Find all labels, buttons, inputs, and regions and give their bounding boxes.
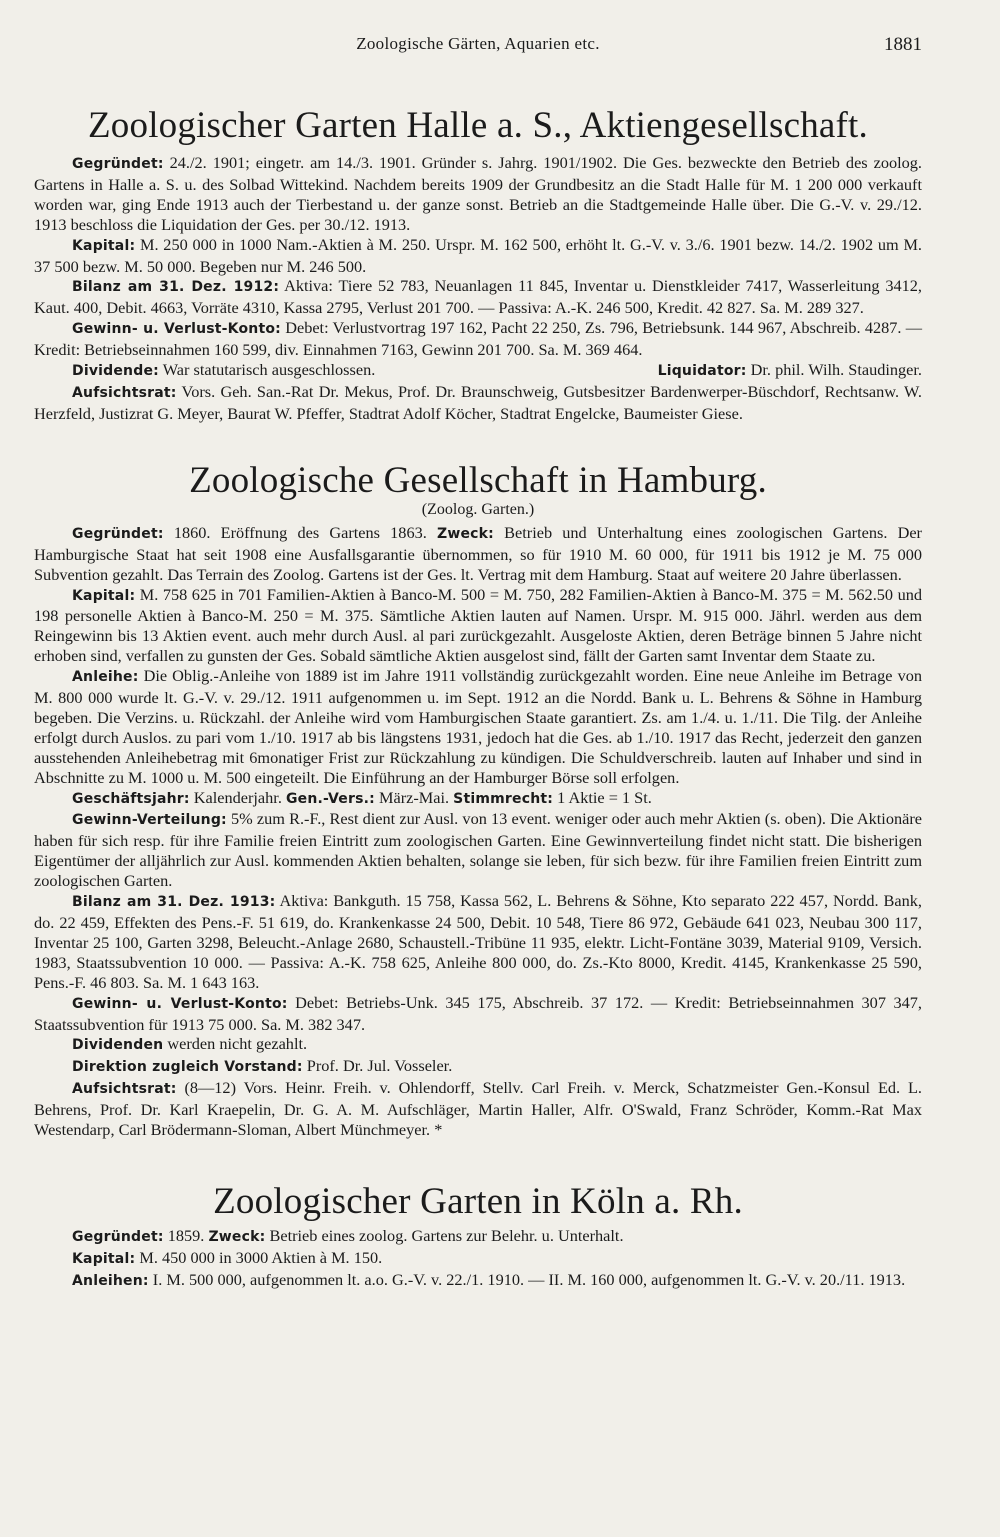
entry-anleihen: Anleihen: I. M. 500 000, aufgenommen lt. a.o. G.-V. v. 22./1. 1910. — II. M. 160 000, aufgenommen lt. G.-V. v. 20./11. 1913. xyxy=(72,1269,906,1289)
entry-gegruendet: Gegründet: 1859. Zweck: Betrieb eines zoolog. Gartens zur Belehr. u. Unterhalt. xyxy=(72,1225,624,1245)
entry-bilanz: Bilanz am 31. Dez. 1913: Aktiva: Bankguth. 15 758, Kassa 562, L. Behrens & Söhne, Kto separato 222 457, Nordd. Bank, do. 22 459, Effekten des Pens.-F. 51 619, do. Krankenkasse 24 500, Debit. 10 548, Tiere 86 972, Gebäude 641 023, Neubau 300 117, Inventar 25 100, Garten 3298, Beleucht.-Anlage 2680, Schaustell.-Tribüne 11 935, elektr. Licht-Fontäne 3039, Material 9109, Versich. 1983, Staatssubvention 10 000. — Passiva: A.-K. 758 625, Anleihe 800 000, do. Zs.-Kto 8000, Kredit. 4145, Krankenkasse 25 590, Pens.-F. 46 803. Sa. M. 1 643 163. xyxy=(34,891,922,992)
entry-gegruendet: Gegründet: 24./2. 1901; eingetr. am 14./3. 1901. Gründer s. Jahrg. 1901/1902. Die Ges. bezweckte den Betrieb des zoolog. Gartens in Halle a. S. u. des Solbad Wittekind. Nachdem bereits 1909 der Grundbesitz an die Stadt Halle für M. 1 200 000 verkauft worden war, ging Ende 1913 auch der Tierbestand u. der ganze sonst. Betrieb an die Stadtgemeinde Halle über. Die G.-V. v. 29./12. 1913 beschloss die Liquidation der Ges. per 30./12. 1913. xyxy=(34,153,922,234)
entry-direktion: Direktion zugleich Vorstand: Prof. Dr. Jul. Vosseler. xyxy=(72,1056,453,1076)
company-section-hamburg xyxy=(34,459,922,1140)
company-section-halle xyxy=(34,107,922,424)
company-title: Zoologischer Garten in Köln a. Rh. xyxy=(213,1180,743,1222)
entry-gegruendet: Gegründet: 1860. Eröffnung des Gartens 1863. Zweck: Betrieb und Unterhaltung eines zoologischen Gartens. Der Hamburgische Staat hat seit 1908 eine Ausfallsgarantie übernommen, so für 1910 M. 60 000, für 1911 bis 1912 je M. 75 000 Subvention gezahlt. Das Terrain des Zoolog. Gartens ist der Ges. lt. Vertrag mit dem Hamburg. Staat auf weitere 20 Jahre überlassen. xyxy=(34,522,922,584)
entry-aufsichtsrat: Aufsichtsrat: (8—12) Vors. Heinr. Freih. v. Ohlendorff, Stellv. Carl Freih. v. Merck, Schatzmeister Gen.-Konsul Ed. L. Behrens, Prof. Dr. Karl Kraepelin, Dr. G. A. M. Aufschläger, Martin Haller, Alfr. O'Swald, Franz Schröder, Komm.-Rat Max Westendarp, Carl Brödermann-Sloman, Albert Münchmeyer. * xyxy=(34,1078,922,1140)
page-number: 1881 xyxy=(884,34,922,55)
entry-dividende-liquidator: Dividende: War statutarisch ausgeschlossen. Liquidator: Dr. phil. Wilh. Staudinger. xyxy=(72,360,922,380)
entry-kapital: Kapital: M. 450 000 in 3000 Aktien à M. 150. xyxy=(72,1247,383,1267)
company-title: Zoologische Gesellschaft in Hamburg. xyxy=(189,459,767,501)
entry-anleihe: Anleihe: Die Oblig.-Anleihe von 1889 ist im Jahre 1911 vollständig zurückgezahlt worden. Eine neue Anleihe im Betrage von M. 800 000 wurde lt. G.-V. v. 29./12. 1911 aufgenommen u. im Sept. 1912 an die Nordd. Bank u. L. Behrens & Söhne in Hamburg begeben. Die Verzins. u. Rückzahl. der Anleihe wird vom Hamburgischen Staate garantiert. Zs. am 1./4. u. 1./11. Die Tilg. der Anleihe erfolgt durch Auslos. zu pari vom 1./10. 1917 ab bis längstens 1931, jedoch hat die Ges. ab 1./10. 1917 das Recht, jederzeit den ganzen ausstehenden Anleihebetrag mit 6monatiger Frist zur Rückzahlung zu kündigen. Die Schuldverschreib. lauten auf Inhaber und sind in Abschnitte zu M. 1000 u. M. 500 eingeteilt. Die Einführung an der Hamburger Börse soll erfolgen. xyxy=(34,666,922,787)
entry-gewinn-verlust: Gewinn- u. Verlust-Konto: Debet: Verlustvortrag 197 162, Pacht 22 250, Zs. 796, Betriebsunk. 144 967, Abschreib. 4287. — Kredit: Betriebseinnahmen 160 599, div. Einnahmen 7163, Gewinn 201 700. Sa. M. 369 464. xyxy=(34,318,922,360)
company-subtitle: (Zoolog. Garten.) xyxy=(421,500,535,518)
entry-dividenden: Dividenden werden nicht gezahlt. xyxy=(72,1034,308,1054)
running-title: Zoologische Gärten, Aquarien etc. xyxy=(356,34,600,53)
entry-geschaeftsjahr: Geschäftsjahr: Kalenderjahr. Gen.-Vers.: März-Mai. Stimmrecht: 1 Aktie = 1 St. xyxy=(72,787,652,807)
company-section-koeln xyxy=(34,1180,922,1292)
running-header xyxy=(34,34,922,60)
entry-kapital: Kapital: M. 250 000 in 1000 Nam.-Aktien à M. 250. Urspr. M. 162 500, erhöht lt. G.-V. v. 3./6. 1901 bezw. 14./2. 1902 um M. 37 500 bezw. M. 50 000. Begeben nur M. 246 500. xyxy=(34,234,922,276)
entry-kapital: Kapital: M. 758 625 in 701 Familien-Aktien à Banco-M. 500 = M. 750, 282 Familien-Aktien à Banco-M. 375 = M. 562.50 und 198 personelle Aktien à Banco-M. 250 = M. 375. Sämtliche Aktien lauten auf Namen. Urspr. M. 915 000. Jährl. werden aus dem Reingewinn bis 13 Aktien event. auch mehr durch Ausl. al pari zurückgezahlt. Ausgeloste Aktien, deren Beträge binnen 5 Jahre nicht erhoben sind, verfallen zu gunsten der Ges. Sobald sämtliche Aktien ausgelost sind, fällt der Garten samt Inventar dem Staate zu. xyxy=(34,584,922,666)
company-title: Zoologischer Garten Halle a. S., Aktiengesellschaft. xyxy=(88,105,868,146)
entry-aufsichtsrat: Aufsichtsrat: Vors. Geh. San.-Rat Dr. Mekus, Prof. Dr. Braunschweig, Gutsbesitzer Bardenwerper-Büschdorf, Rechtsanw. W. Herzfeld, Justizrat G. Meyer, Baurat W. Pfeffer, Stadtrat Adolf Köcher, Stadtrat Engelcke, Baumeister Giese. xyxy=(34,381,922,423)
entry-gewinn-verteilung: Gewinn-Verteilung: 5% zum R.-F., Rest dient zur Ausl. von 13 event. weniger oder auch mehr Aktien (s. oben). Die Aktionäre haben für sich resp. für ihre Familie freien Eintritt zum zoologischen Garten. Eine Gewinnverteilung findet nicht statt. Die bisherigen Eigentümer der alljährlich zur Ausl. kommenden Aktien behalten, solange sie leben, für sich bezw. für ihre Familien freien Eintritt zum zoologischen Garten. xyxy=(34,809,922,891)
entry-bilanz: Bilanz am 31. Dez. 1912: Aktiva: Tiere 52 783, Neuanlagen 11 845, Inventar u. Dienstkleider 7417, Wasserleitung 3412, Kaut. 400, Debit. 4663, Vorräte 4310, Kassa 2795, Verlust 201 700. — Passiva: A.-K. 246 500, Kredit. 42 827. Sa. M. 289 327. xyxy=(34,276,922,318)
entry-gewinn-verlust: Gewinn- u. Verlust-Konto: Debet: Betriebs-Unk. 345 175, Abschreib. 37 172. — Kredit: Betriebseinnahmen 307 347, Staatssubvention für 1913 75 000. Sa. M. 382 347. xyxy=(34,992,922,1034)
